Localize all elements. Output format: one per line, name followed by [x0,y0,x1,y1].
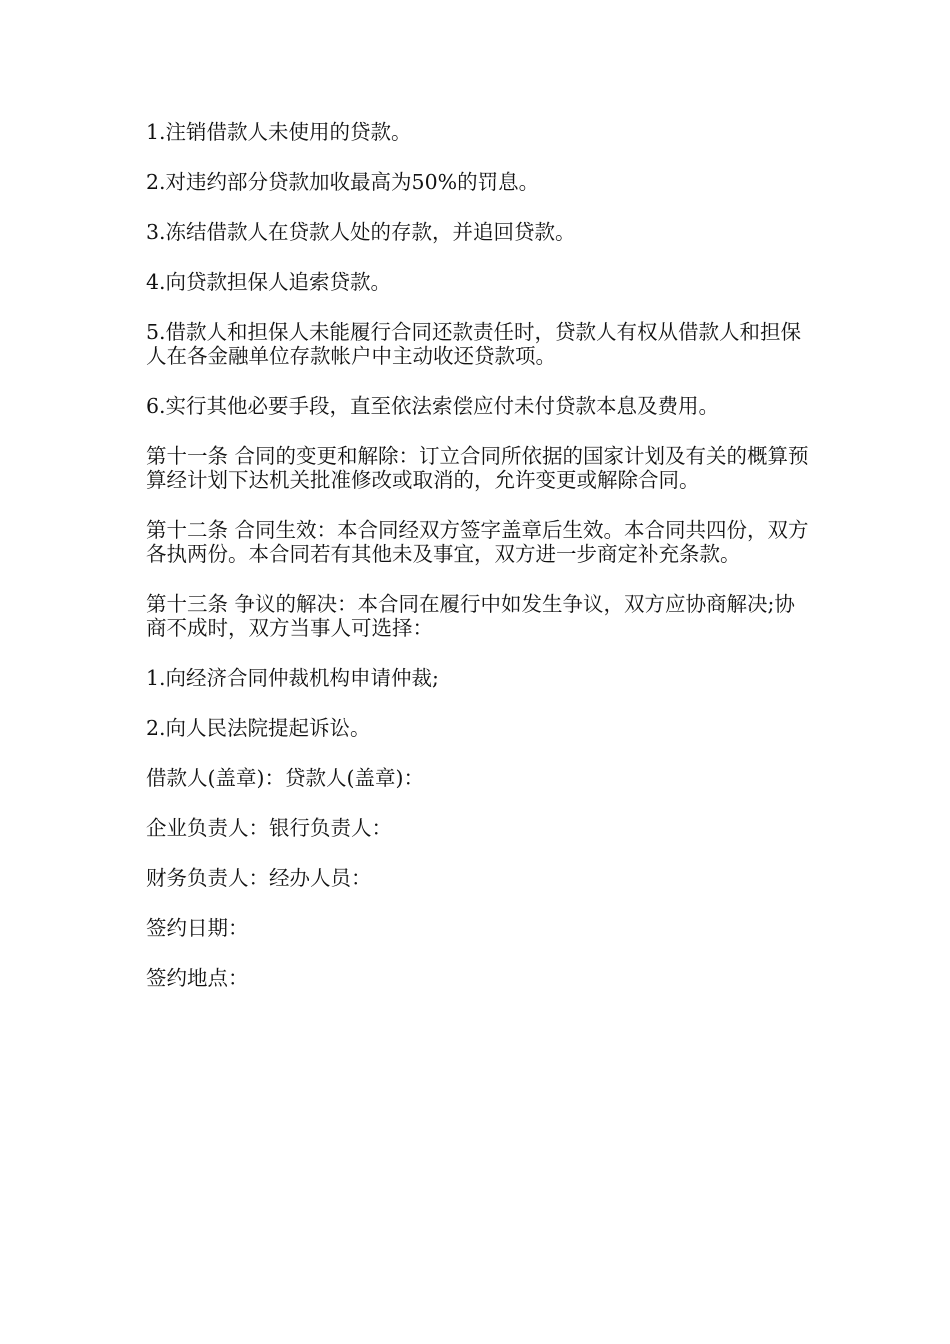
document-body [146,120,812,1016]
article-12: 第十二条 合同生效：本合同经双方签字盖章后生效。本合同共四份，双方各执两份。本合同若有其他未及事宜，双方进一步商定补充条款。 [146,518,809,566]
signature-parties: 借款人(盖章)：贷款人(盖章)： [146,766,424,790]
remedy-item-2: 2.对违约部分贷款加收最高为50%的罚息。 [146,170,540,194]
article-11: 第十一条 合同的变更和解除：订立合同所依据的国家计划及有关的概算预算经计划下达机关批准修改或取消的，允许变更或解除合同。 [146,444,809,492]
remedy-item-4: 4.向贷款担保人追索贷款。 [146,270,392,294]
signing-place: 签约地点： [146,966,249,990]
signature-leaders: 企业负责人：银行负责人： [146,816,392,840]
remedy-item-1: 1.注销借款人未使用的贷款。 [146,120,412,144]
signing-date: 签约日期： [146,916,249,940]
dispute-option-1: 1.向经济合同仲裁机构申请仲裁; [146,666,439,690]
dispute-option-2: 2.向人民法院提起诉讼。 [146,716,371,740]
remedy-item-3: 3.冻结借款人在贷款人处的存款，并追回贷款。 [146,220,576,244]
article-13: 第十三条 争议的解决：本合同在履行中如发生争议，双方应协商解决;协商不成时，双方当事人可选择： [146,592,795,640]
signature-finance: 财务负责人：经办人员： [146,866,372,890]
remedy-item-5: 5.借款人和担保人未能履行合同还款责任时，贷款人有权从借款人和担保人在各金融单位存款帐户中主动收还贷款项。 [146,320,802,368]
remedy-item-6: 6.实行其他必要手段，直至依法索偿应付未付贷款本息及费用。 [146,394,720,418]
